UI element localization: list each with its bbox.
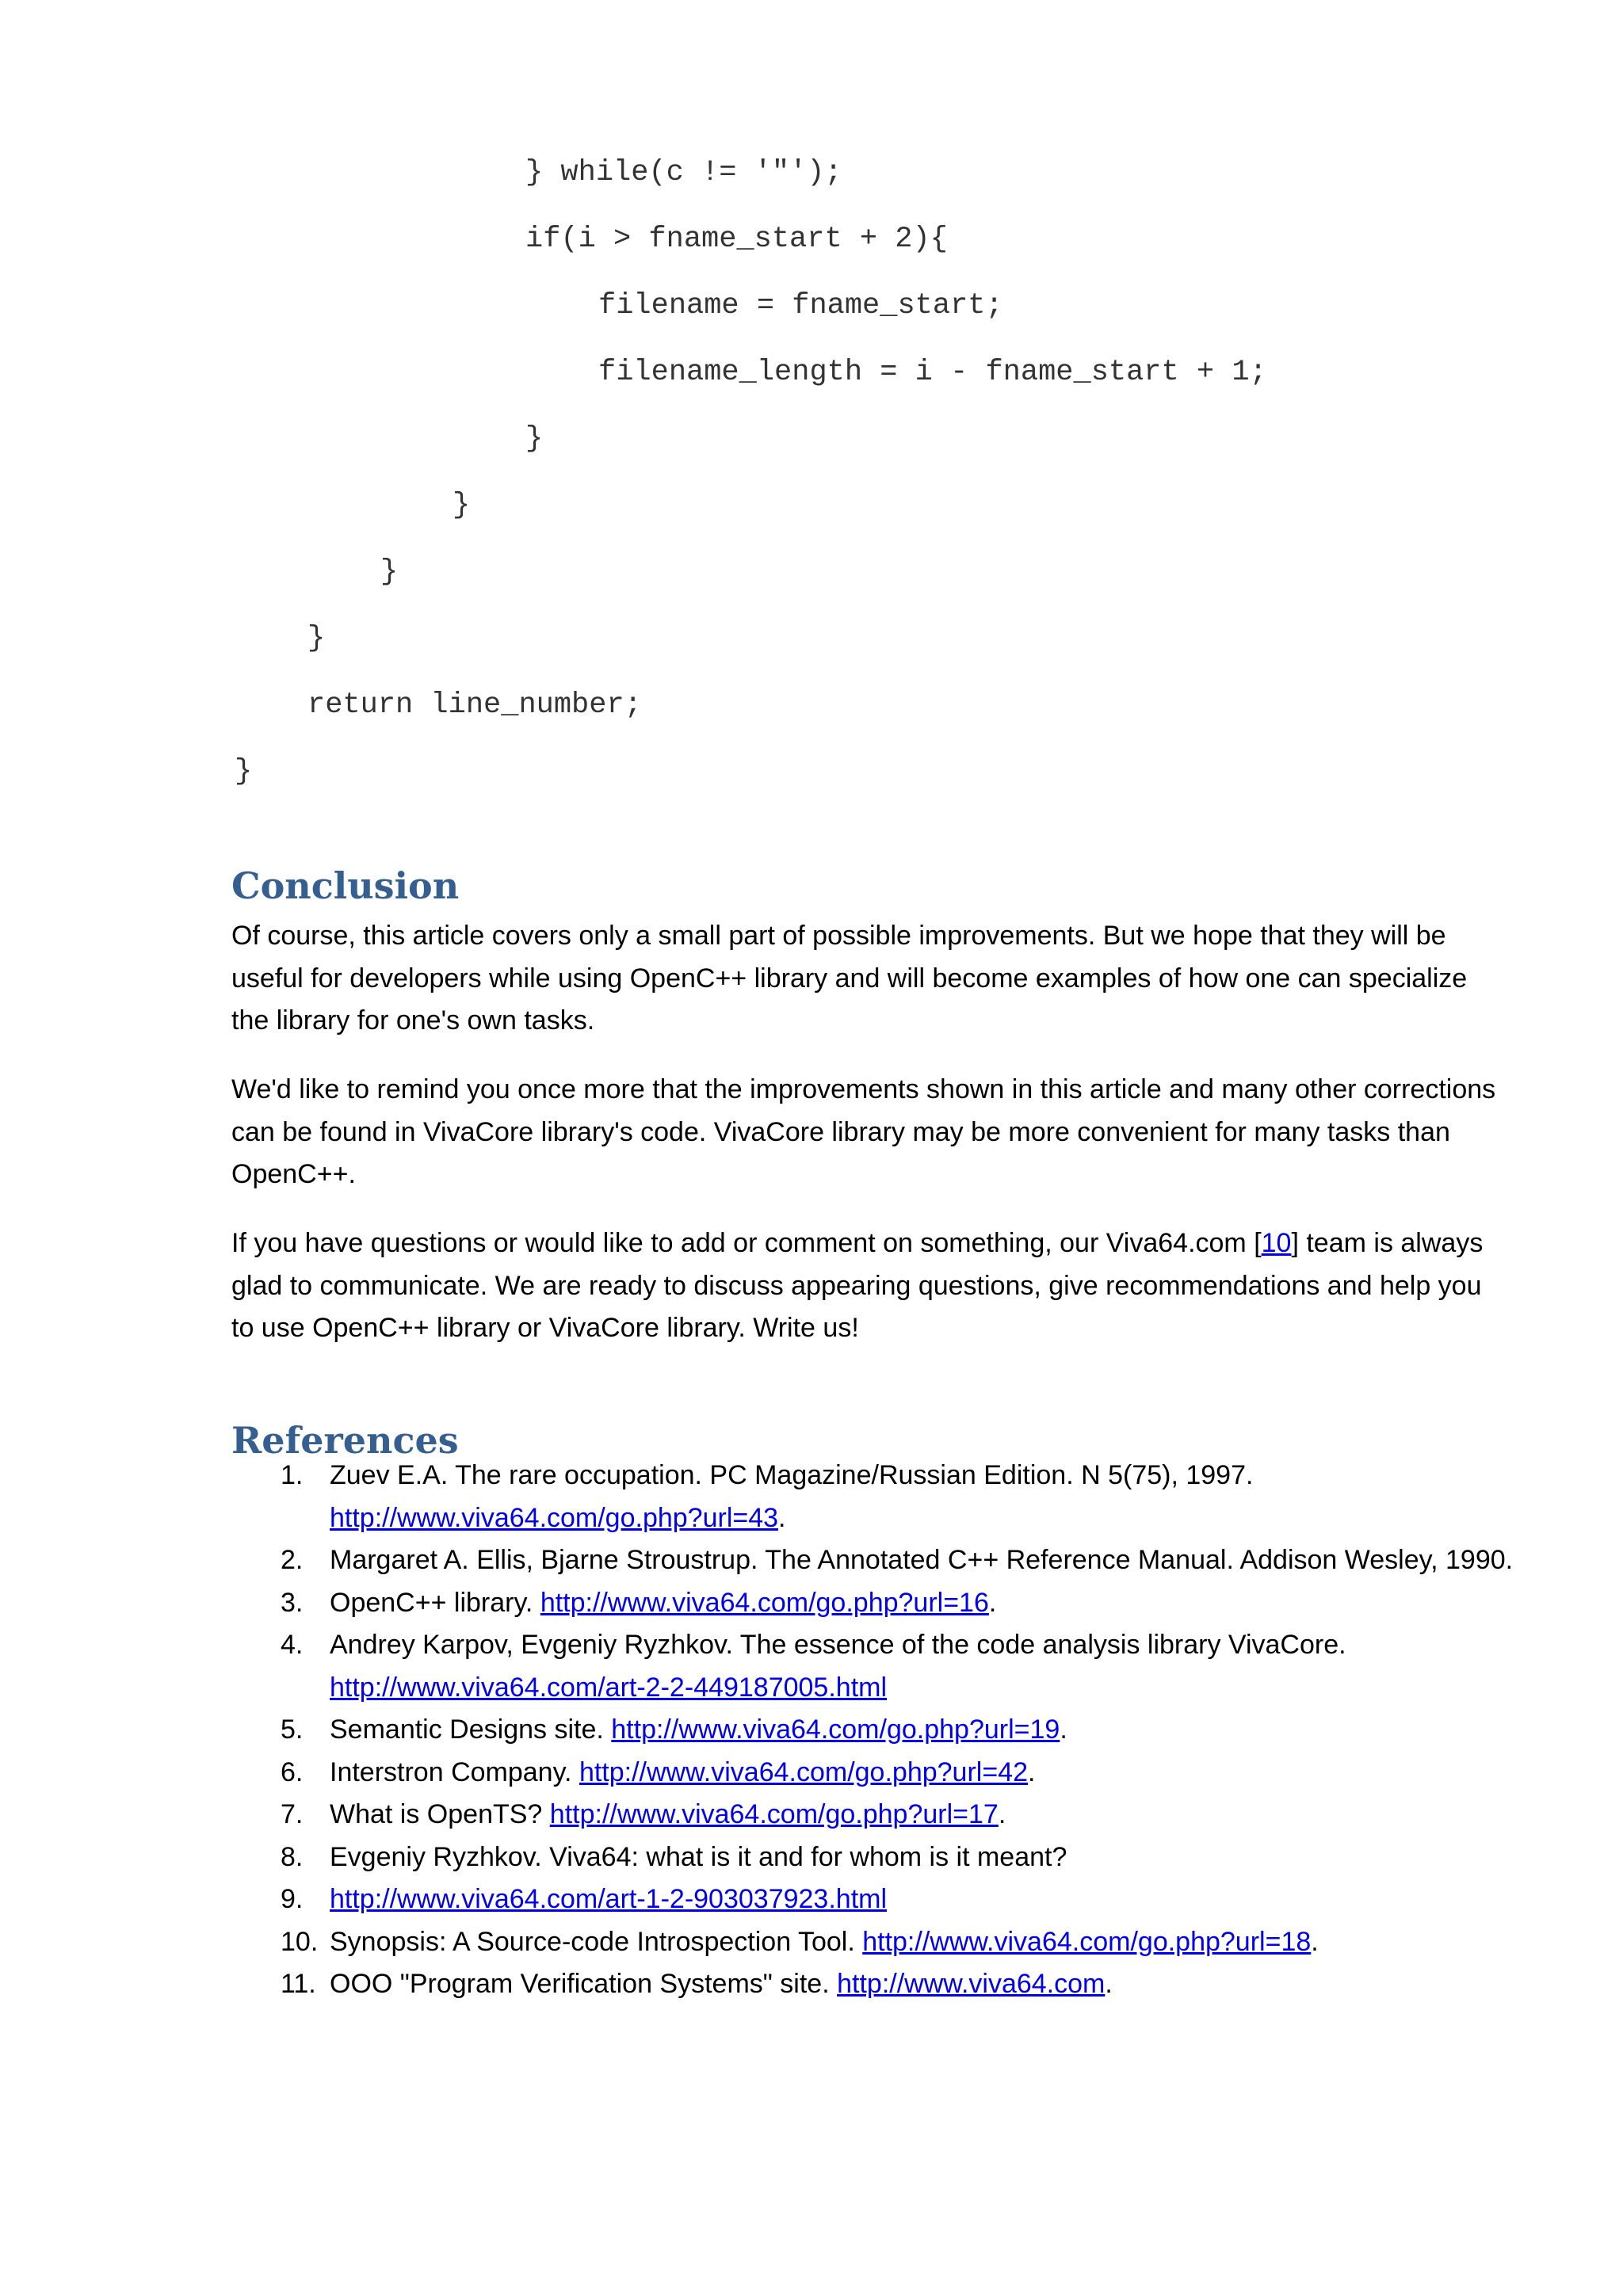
list-item-punct: . bbox=[998, 1799, 1006, 1829]
list-item-text: Margaret A. Ellis, Bjarne Stroustrup. The Annotated C++ Reference Manual. Addison Wesley, 1990. bbox=[330, 1545, 1514, 1575]
references-list bbox=[231, 1455, 1531, 2006]
conclusion-heading: Conclusion bbox=[231, 864, 460, 907]
list-item bbox=[231, 1455, 1531, 1539]
list-item-number: 5. bbox=[281, 1714, 304, 1745]
list-item-punct: . bbox=[778, 1502, 786, 1533]
reference-url-link[interactable]: http://www.viva64.com/go.php?url=18 bbox=[862, 1926, 1312, 1957]
list-item-punct: . bbox=[1060, 1714, 1067, 1745]
list-item bbox=[231, 1794, 1531, 1836]
reference-url-link[interactable]: http://www.viva64.com/go.php?url=42 bbox=[579, 1756, 1028, 1787]
list-item bbox=[231, 1709, 1531, 1752]
code-line-1: } while(c != '"'); bbox=[525, 156, 842, 189]
reference-url-link[interactable]: http://www.viva64.com bbox=[837, 1969, 1106, 1999]
conclusion-paragraph-1: Of course, this article covers only a small part of possible improvements. But we hope that they will be useful for developers while using OpenC++ library and will become examples of how one can specialize the library for one's own tasks. bbox=[231, 921, 1468, 1035]
list-item-number: 10. bbox=[281, 1926, 319, 1957]
list-item-number: 6. bbox=[281, 1756, 304, 1787]
list-item bbox=[231, 1836, 1531, 1879]
list-item-number: 1. bbox=[281, 1460, 304, 1490]
code-line-2: if(i > fname_start + 2){ bbox=[525, 223, 948, 256]
reference-url-link[interactable]: http://www.viva64.com/go.php?url=16 bbox=[540, 1587, 989, 1618]
reference-url-link[interactable]: http://www.viva64.com/go.php?url=43 bbox=[330, 1502, 779, 1533]
reference-link-10[interactable]: 10 bbox=[1261, 1228, 1292, 1258]
list-item-text: Synopsis: A Source-code Introspection Tool. bbox=[330, 1926, 863, 1957]
reference-url-link[interactable]: http://www.viva64.com/go.php?url=19 bbox=[611, 1714, 1060, 1745]
list-item-text: Semantic Designs site. bbox=[330, 1714, 612, 1745]
list-item-number: 3. bbox=[281, 1587, 304, 1618]
list-item-punct: . bbox=[988, 1587, 997, 1618]
list-item-text: OOO "Program Verification Systems" site. bbox=[330, 1969, 838, 1999]
list-item bbox=[231, 1752, 1531, 1794]
reference-url-link[interactable]: http://www.viva64.com/go.php?url=17 bbox=[549, 1799, 999, 1829]
conclusion-paragraph-2: We'd like to remind you once more that the improvements shown in this article and many other corrections can be found in VivaCore library's code. VivaCore library may be more convenient for many tasks than OpenC++. bbox=[231, 1074, 1496, 1189]
list-item-number: 8. bbox=[281, 1841, 304, 1872]
conclusion-paragraph-3 bbox=[231, 1222, 1499, 1350]
list-item bbox=[231, 1582, 1531, 1625]
reference-url-link[interactable]: http://www.viva64.com/art-1-2-903037923.html bbox=[330, 1884, 888, 1914]
references-heading: References bbox=[231, 1419, 459, 1462]
list-item bbox=[231, 1878, 1531, 1921]
list-item-text: What is OpenTS? bbox=[330, 1799, 550, 1829]
list-item-text: Interstron Company. bbox=[330, 1756, 579, 1787]
list-item-number: 2. bbox=[281, 1545, 304, 1575]
list-item-punct: . bbox=[1311, 1926, 1319, 1957]
code-line-10: } bbox=[235, 755, 253, 788]
list-item-text: Zuev E.A. The rare occupation. PC Magazine/Russian Edition. N 5(75), 1997. bbox=[330, 1460, 1254, 1490]
list-item bbox=[231, 1921, 1531, 1964]
code-line-3: filename = fname_start; bbox=[598, 289, 1003, 322]
code-line-4: filename_length = i - fname_start + 1; bbox=[598, 356, 1267, 389]
reference-url-link[interactable]: http://www.viva64.com/art-2-2-449187005.html bbox=[330, 1672, 888, 1703]
code-line-6: } bbox=[453, 489, 471, 522]
code-line-8: } bbox=[307, 622, 326, 655]
conclusion-paragraph-3-text-before: If you have questions or would like to add or comment on something, our Viva64.com [ bbox=[231, 1228, 1262, 1258]
list-item-number: 11. bbox=[281, 1969, 316, 1999]
list-item-punct: . bbox=[1028, 1756, 1036, 1787]
code-line-5: } bbox=[525, 422, 544, 456]
list-item bbox=[231, 1539, 1531, 1582]
list-item bbox=[231, 1624, 1531, 1709]
conclusion-paragraph-3-text-after: ] team is always glad to communicate. We are ready to discuss appearing questions, give recommendations and help you to use OpenC++ library or VivaCore library. Write us! bbox=[231, 1228, 1484, 1343]
list-item-text: OpenC++ library. bbox=[330, 1587, 540, 1618]
list-item-number: 4. bbox=[281, 1630, 304, 1660]
code-line-7: } bbox=[380, 555, 399, 589]
code-line-9: return line_number; bbox=[307, 688, 642, 722]
list-item-text: Andrey Karpov, Evgeniy Ryzhkov. The essence of the code analysis library VivaCore. bbox=[330, 1630, 1346, 1660]
list-item-number: 9. bbox=[281, 1884, 304, 1914]
list-item-number: 7. bbox=[281, 1799, 304, 1829]
list-item bbox=[231, 1963, 1531, 2006]
list-item-text: Evgeniy Ryzhkov. Viva64: what is it and for whom is it meant? bbox=[330, 1841, 1067, 1872]
list-item-punct: . bbox=[1105, 1969, 1113, 1999]
